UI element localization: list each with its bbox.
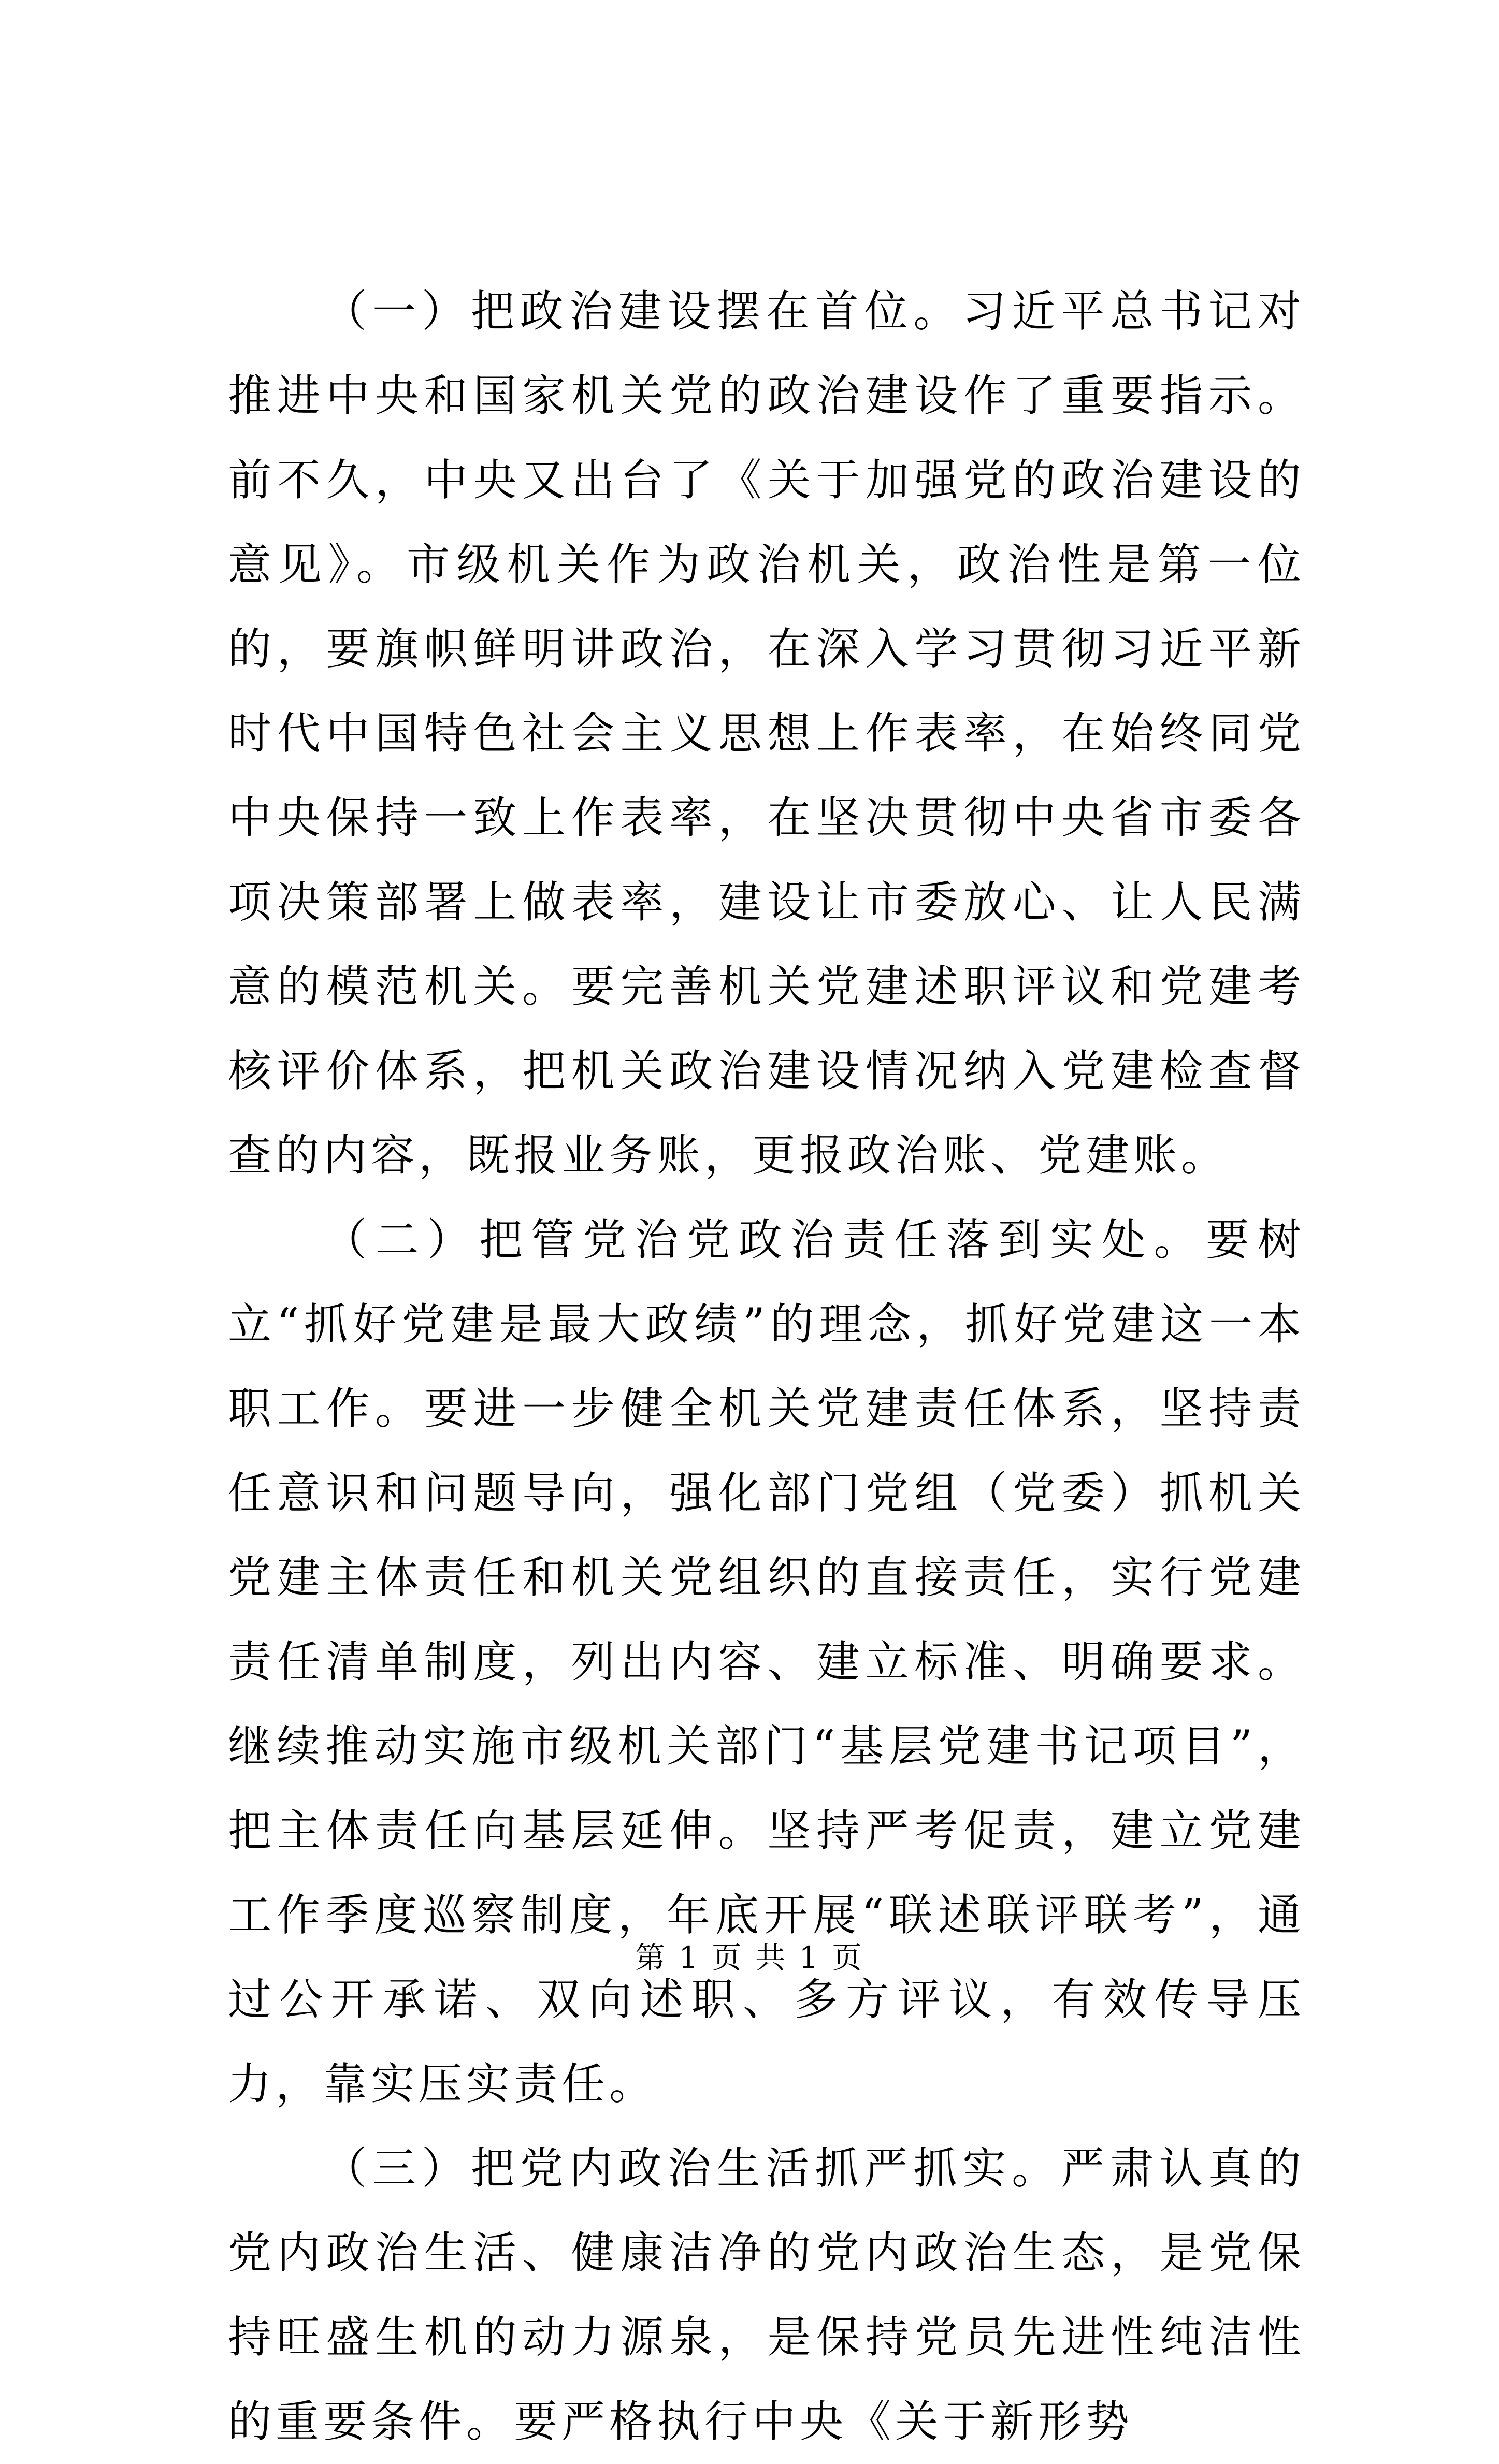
page-footer: 第 1 页 共 1 页 — [635, 1940, 864, 1975]
paragraph-2: （二）把管党治党政治责任落到实处。要树立“抓好党建是最大政绩”的理念，抓好党建这一本职工作。要进一步健全机关党建责任体系，坚持责任意识和问题导向，强化部门党组（党委）抓机关党建主体责任和机关党组织的直接责任，实行党建责任清单制度，列出内容、建立标准、明确要求。继续推动实施市级机关部门“基层党建书记项目”，把主体责任向基层延伸。坚持严考促责，建立党建工作季度巡察制度，年底开展“联述联评联考”，通过公开承诺、双向述职、多方评议，有效传导压力，靠实压实责任。 — [228, 1214, 1305, 2109]
document-body — [228, 269, 1305, 2464]
paragraph-1: （一）把政治建设摆在首位。习近平总书记对推进中央和国家机关党的政治建设作了重要指示。前不久，中央又出台了《关于加强党的政治建设的意见》。市级机关作为政治机关，政治性是第一位的，要旗帜鲜明讲政治，在深入学习贯彻习近平新时代中国特色社会主义思想上作表率，在始终同党中央保持一致上作表率，在坚决贯彻中央省市委各项决策部署上做表率，建设让市委放心、让人民满意的模范机关。要完善机关党建述职评议和党建考核评价体系，把机关政治建设情况纳入党建检查督查的内容，既报业务账，更报政治账、党建账。 — [228, 286, 1305, 1181]
paragraph-3: （三）把党内政治生活抓严抓实。严肃认真的党内政治生活、健康洁净的党内政治生态，是党保持旺盛生机的动力源泉，是保持党员先进性纯洁性的重要条件。要严格执行中央《关于新形势 — [228, 2143, 1305, 2447]
